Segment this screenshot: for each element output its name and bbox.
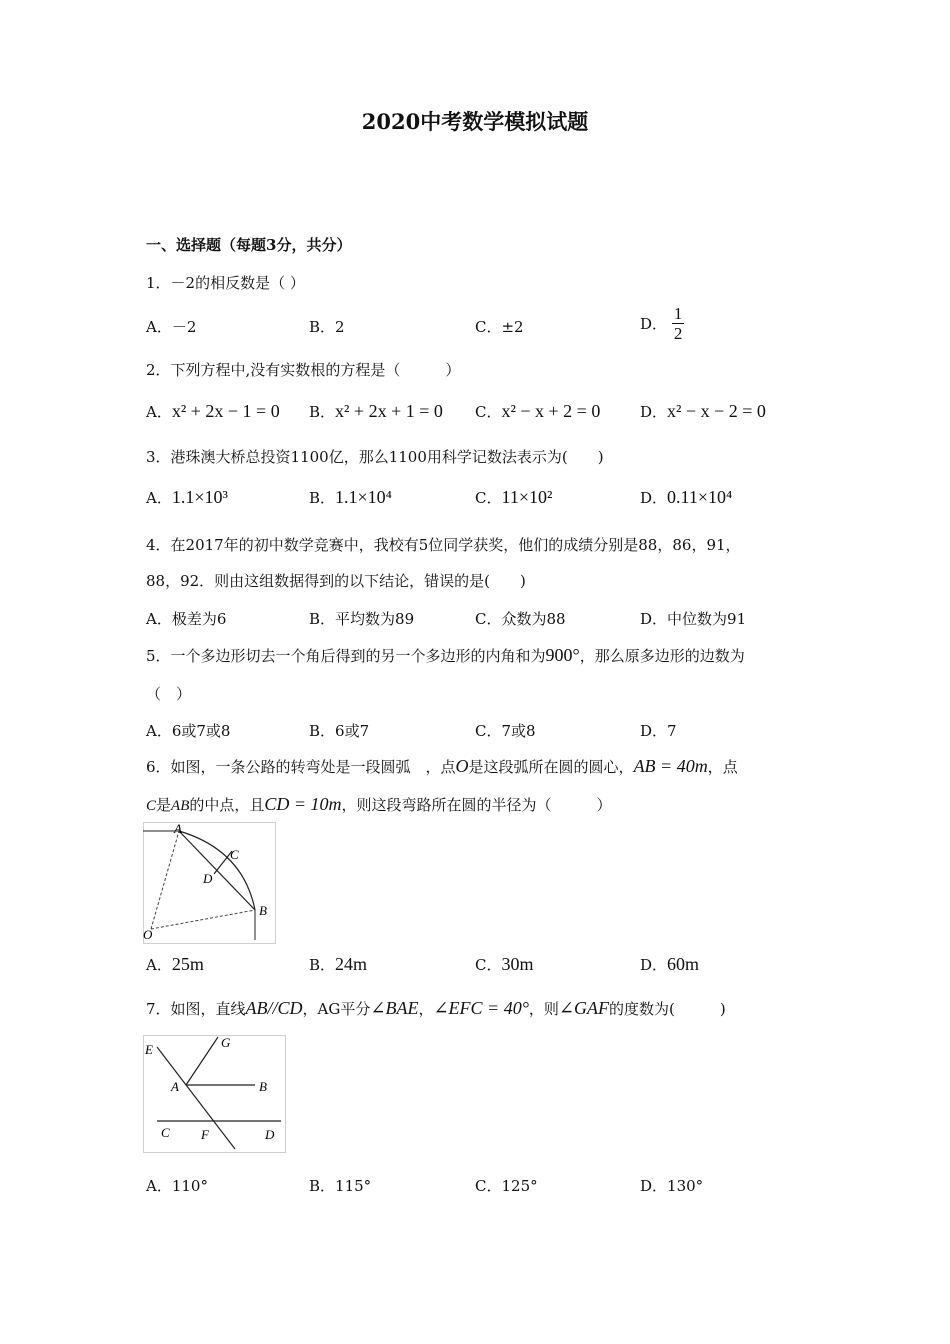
q2-c-label: C． — [475, 403, 502, 421]
q5-option-b: B．6或7 — [309, 722, 370, 740]
q3-b-label: B． — [309, 489, 336, 507]
q7-option-c: C．125° — [475, 1177, 538, 1195]
q3-d-expr: 0.11×10⁴ — [667, 487, 733, 507]
q6-c-label: C． — [475, 956, 502, 974]
q7-figure — [143, 1035, 286, 1153]
q1-option-c: C．±2 — [475, 318, 524, 336]
q7-angle-efc: ∠EFC = 40° — [433, 998, 529, 1018]
q2-option-b — [309, 401, 443, 422]
q3-a-expr: 1.1×10³ — [171, 487, 228, 507]
q7-label-c: C — [161, 1125, 170, 1140]
q4-option-b: B．平均数为89 — [309, 610, 415, 628]
q2-b-expr: x² + 2x + 1 = 0 — [335, 401, 443, 421]
q6-text-a: 6．如图，一条公路的转弯处是一段圆弧 ，点 — [146, 758, 456, 776]
q3-option-b — [309, 487, 392, 508]
q3-c-label: C． — [475, 489, 502, 507]
q7-angle-gaf: ∠GAF — [558, 998, 609, 1018]
q7-label-a: A — [171, 1079, 179, 1094]
q6-figure — [143, 822, 276, 944]
q1-fraction — [672, 304, 685, 343]
q7-angle-bae: ∠BAE — [370, 998, 419, 1018]
q5-option-a: A．6或7或8 — [146, 722, 231, 740]
q2-d-label: D． — [640, 403, 668, 421]
q6-b-label: B． — [309, 956, 336, 974]
q1-option-a: A．－2 — [146, 318, 197, 336]
q6-text-f: ，则这段弯路所在圆的半径为（ ） — [341, 796, 612, 814]
q6-text-b: 是这段弧所在圆的圆心， — [468, 758, 634, 776]
q6-label-a: A — [174, 822, 182, 836]
q6-ab-length: AB = 40m — [633, 756, 708, 776]
q7-text-e: 的度数为( ) — [609, 1000, 726, 1018]
question-6-stem-line1 — [146, 756, 738, 777]
q7-option-b: B．115° — [309, 1177, 372, 1195]
q2-b-label: B． — [309, 403, 336, 421]
question-2-stem: 2．下列方程中,没有实数根的方程是（ ） — [146, 361, 461, 379]
q2-option-c — [475, 401, 600, 422]
q6-c-expr: 30m — [501, 954, 534, 974]
q5-option-c: C．7或8 — [475, 722, 536, 740]
q7-label-d: D — [265, 1127, 275, 1142]
q1-option-b: B．2 — [309, 318, 345, 336]
q6-a-label: A． — [146, 956, 172, 974]
q2-option-d — [640, 401, 766, 422]
q3-c-expr: 11×10² — [501, 487, 553, 507]
q6-option-d — [640, 954, 699, 975]
q5-text-b: ，那么原多边形的边数为 — [579, 647, 745, 665]
question-3-stem: 3．港珠澳大桥总投资1100亿，那么1100用科学记数法表示为( ) — [146, 448, 604, 466]
q7-text-d: ，则 — [528, 1000, 559, 1018]
q4-option-d: D．中位数为91 — [640, 610, 747, 628]
q6-text-d: 是 — [156, 796, 172, 814]
q6-label-c: C — [230, 847, 239, 862]
q3-a-label: A． — [146, 489, 172, 507]
q7-option-d: D．130° — [640, 1177, 704, 1195]
q3-option-c — [475, 487, 552, 508]
q3-d-label: D． — [640, 489, 668, 507]
q6-d-label: D． — [640, 956, 668, 974]
q2-c-expr: x² − x + 2 = 0 — [501, 401, 601, 421]
q6-label-b: B — [259, 903, 267, 918]
q2-d-expr: x² − x − 2 = 0 — [667, 401, 766, 421]
q1-option-d-label: D． — [640, 315, 668, 333]
q7-label-g: G — [221, 1035, 231, 1050]
q6-point-c: C — [146, 798, 157, 814]
q6-radius-ob — [151, 910, 255, 929]
fraction-numerator: 1 — [673, 304, 683, 323]
q6-text-e: 的中点，且 — [189, 796, 265, 814]
q7-ray-ag — [186, 1037, 218, 1085]
q7-text-c: ， — [418, 1000, 434, 1018]
question-7-stem — [146, 998, 726, 1019]
q7-label-b: B — [259, 1079, 267, 1094]
q6-option-b — [309, 954, 367, 975]
q5-text-a: 5．一个多边形切去一个角后得到的另一个多边形的内角和为 — [146, 647, 546, 665]
q6-option-c — [475, 954, 534, 975]
q4-option-c: C．众数为88 — [475, 610, 566, 628]
q2-a-expr: x² + 2x − 1 = 0 — [171, 401, 280, 421]
q6-radius-oa — [151, 831, 179, 929]
q6-option-a — [146, 954, 204, 975]
q7-option-a: A．110° — [146, 1177, 208, 1195]
q6-label-o: O — [143, 927, 153, 942]
q4-option-a: A．极差为6 — [146, 610, 227, 628]
question-4-stem-line2: 88，92．则由这组数据得到的以下结论，错误的是( ) — [146, 572, 526, 590]
fraction-denominator: 2 — [673, 324, 683, 343]
q7-label-e: E — [145, 1042, 153, 1057]
q6-segment-ab: AB — [171, 798, 190, 814]
q1-option-d — [640, 304, 684, 343]
q7-text-b: ，AG平分 — [302, 1000, 371, 1018]
q7-text-a: 7．如图，直线 — [146, 1000, 246, 1018]
q6-a-expr: 25m — [171, 954, 204, 974]
q7-label-f: F — [201, 1127, 209, 1142]
question-4-stem-line1: 4．在2017年的初中数学竞赛中，我校有5位同学获奖，他们的成绩分别是88，86，91， — [146, 536, 741, 554]
section-heading: 一、选择题（每题3分，共分） — [146, 236, 352, 254]
q5-option-d: D．7 — [640, 722, 677, 740]
question-5-stem-line1 — [146, 645, 745, 666]
q2-a-label: A． — [146, 403, 172, 421]
question-5-stem-line2: （ ） — [146, 685, 192, 703]
question-1-stem: 1．－2的相反数是（ ） — [146, 274, 305, 292]
q6-d-expr: 60m — [667, 954, 700, 974]
q6-text-c: ，点 — [707, 758, 738, 776]
question-6-stem-line2 — [146, 794, 612, 815]
q6-point-o: O — [455, 756, 469, 776]
page-title: 2020中考数学模拟试题 — [361, 109, 589, 134]
q6-label-d: D — [203, 871, 213, 886]
q6-cd-length: CD = 10m — [264, 794, 342, 814]
q3-option-d — [640, 487, 732, 508]
q3-option-a — [146, 487, 228, 508]
q3-b-expr: 1.1×10⁴ — [335, 487, 392, 507]
q5-angle: 900° — [545, 645, 580, 665]
q2-option-a — [146, 401, 280, 422]
q7-parallel: AB//CD — [245, 998, 303, 1018]
q6-b-expr: 24m — [335, 954, 368, 974]
